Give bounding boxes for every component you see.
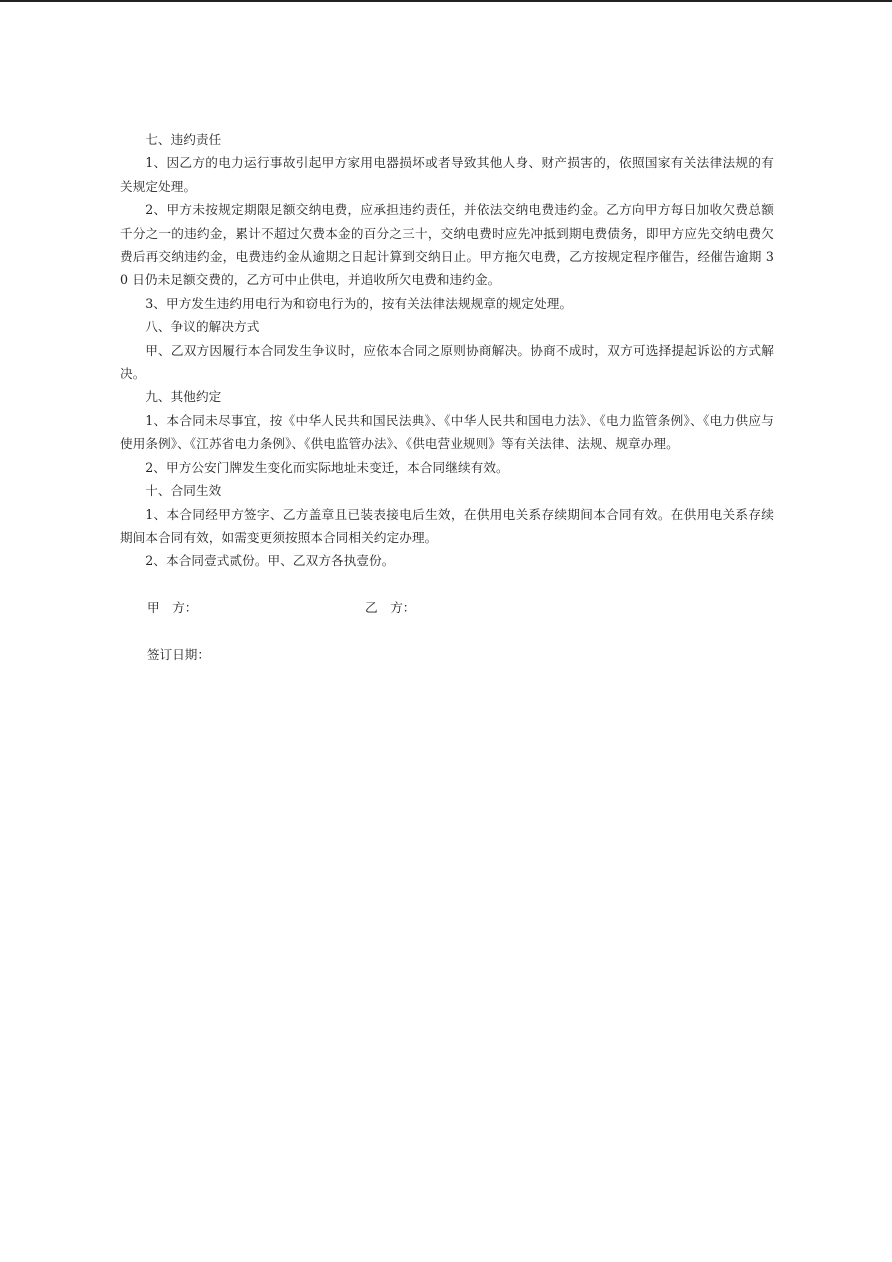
signature-block — [147, 596, 747, 620]
page-top-border — [0, 0, 892, 2]
clause-paragraph: 2、本合同壹式贰份。甲、乙双方各执壹份。 — [145, 553, 395, 569]
clause-paragraph: 2、甲方公安门牌发生变化而实际地址未变迁，本合同继续有效。 — [145, 459, 509, 475]
contract-body — [120, 128, 774, 573]
clause-paragraph: 1、因乙方的电力运行事故引起甲方家用电器损坏或者导致其他人身、财产损害的，依照国家有关法律法规的有关规定处理。 — [120, 155, 774, 194]
section-heading-effect: 十、合同生效 — [145, 483, 222, 499]
clause-paragraph: 1、本合同未尽事宜，按《中华人民共和国民法典》、《中华人民共和国电力法》、《电力监管条例》、《电力供应与使用条例》、《江苏省电力条例》、《供电监管办法》、《供电营业规则》等有关法律、法规、规章办理。 — [120, 412, 774, 452]
clause-paragraph: 2、甲方未按规定期限足额交纳电费，应承担违约责任，并依法交纳电费违约金。乙方向甲方每日加收欠费总额千分之一的违约金，累计不超过欠费本金的百分之三十，交纳电费时应先冲抵到期电费债务，即甲方应先交纳电费欠费后再交纳违约金，电费违约金从逾期之日起计算到交纳日止。甲方拖欠电费，乙方按规定程序催告，经催告逾期 30 日仍未足额交费的，乙方可中止供电，并追收所欠电费和违约金。 — [120, 202, 774, 288]
sign-date-label: 签订日期： — [147, 647, 210, 662]
party-b-signature-label: 乙 方： — [365, 600, 416, 615]
party-a-signature-label: 甲 方： — [147, 600, 198, 615]
section-heading-breach: 七、违约责任 — [145, 132, 222, 147]
section-heading-other: 九、其他约定 — [145, 389, 222, 405]
clause-paragraph: 3、甲方发生违约用电行为和窃电行为的，按有关法律法规规章的规定处理。 — [145, 295, 573, 311]
section-heading-disputes: 八、争议的解决方式 — [145, 319, 260, 335]
clause-paragraph: 甲、乙双方因履行本合同发生争议时，应依本合同之原则协商解决。协商不成时，双方可选择提起诉讼的方式解决。 — [120, 342, 774, 382]
clause-paragraph: 1、本合同经甲方签字、乙方盖章且已装表接电后生效，在供用电关系存续期间本合同有效。在供用电关系存续期间本合同有效，如需变更须按照本合同相关约定办理。 — [120, 506, 774, 545]
